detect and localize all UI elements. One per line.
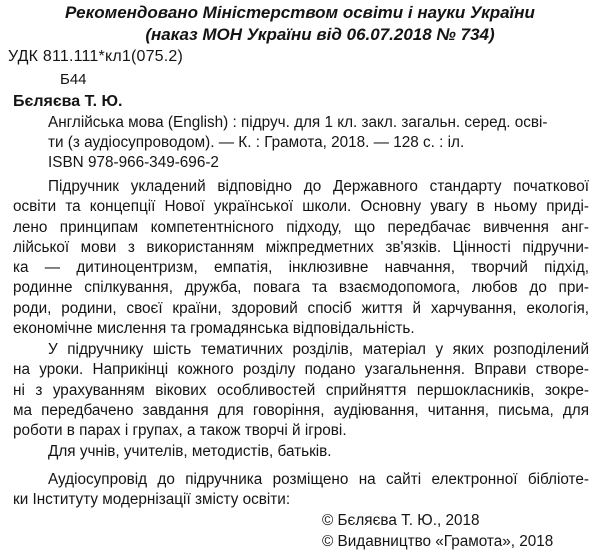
copyright-publisher: © Видавництво «Грамота», 2018	[322, 533, 554, 550]
text-line: У підручнику шість тематичних розділів, матеріал у яких розподілений	[48, 341, 589, 358]
text-line: ні з урахуванням вікових особливостей сприйняття першокласників, зокре-	[13, 381, 589, 399]
text-line: роботи в парах і групах, а також творчі й ігрові.	[13, 422, 347, 440]
annotation-paragraph-2	[13, 340, 589, 441]
text-line: ки Інституту модернізації змісту освіти:	[13, 491, 291, 509]
text-line: лійської мови з використанням міжпредметних зв'язків. Цінності підручни-	[13, 238, 589, 256]
text-line: ка — дитиноцентризм, емпатія, інклюзивне навчання, творчий підхід,	[13, 259, 589, 277]
text-line: роди, родини, своєї країни, здоровий спосіб життя й харчування, екологія,	[13, 299, 589, 317]
ministry-order: (наказ МОН України від 06.07.2018 № 734)	[145, 25, 495, 44]
annotation-paragraph-1	[13, 177, 589, 339]
isbn: ISBN 978-966-349-696-2	[48, 154, 219, 171]
text-line: освіти та концепції Нової української школи. Основну увагу в ньому приді-	[13, 198, 589, 216]
bibliographic-description-line: Англійська мова (English) : підруч. для 1 кл. закл. загальн. серед. осві-	[48, 114, 548, 131]
ministry-recommendation: Рекомендовано Міністерством освіти і науки України	[65, 3, 535, 22]
udk-code: УДК 811.111*кл1(075.2)	[8, 48, 184, 65]
author-name: Бєляєва Т. Ю.	[13, 93, 123, 110]
text-line: економічне мислення та громадянська відповідальність.	[13, 320, 415, 338]
text-line: Для учнів, учителів, методистів, батьків.	[48, 443, 332, 460]
annotation-paragraph-3	[13, 442, 589, 462]
text-line: Підручник укладений відповідно до Державного стандарту початкової	[48, 178, 589, 195]
text-line: лено принципам компетентнісного підходу, що передбачає вивчення анг-	[13, 218, 589, 236]
text-line: на уроки. Наприкінці кожного розділу подано узагальнення. Вправи створе-	[13, 361, 589, 379]
bibliographic-description-line: ти (з аудіосупроводом). — К. : Грамота, 2018. — 128 с. : іл.	[48, 134, 465, 151]
author-mark-code: Б44	[60, 71, 87, 88]
text-line: родинне спілкування, дружба, повага та взаємодопомога, любов до при-	[13, 279, 589, 297]
annotation-paragraph-4	[13, 470, 589, 511]
text-line: Аудіосупровід до підручника розміщено на сайті електронної бібліоте-	[48, 471, 589, 488]
copyright-author: © Бєляєва Т. Ю., 2018	[322, 512, 480, 529]
text-line: ма передбачено завдання для говоріння, аудіювання, читання, письма, для	[13, 401, 589, 419]
